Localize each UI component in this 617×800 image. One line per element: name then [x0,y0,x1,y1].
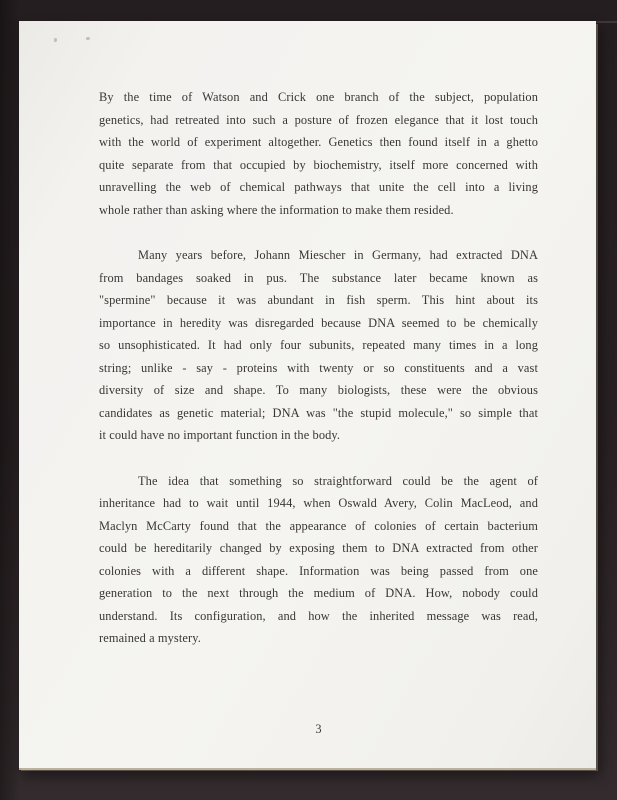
paragraph [99,86,538,221]
text-line: By the time of Watson and Crick one branch of the subject, population [99,90,538,104]
text-line: with the world of experiment altogether. Genetics then found itself in a ghetto [99,135,538,149]
text-line: so unsophisticated. It had only four subunits, repeated many times in a long [99,338,538,352]
text-line: importance in heredity was disregarded because DNA seemed to be chemically [99,315,538,330]
document-page [19,21,596,768]
text-line: could be hereditarily changed by exposing them to DNA extracted from other [99,541,538,555]
text-line: genetics, had retreated into such a posture of frozen elegance that it lost touch [99,112,538,127]
stray-mark [86,37,90,40]
text-block [99,86,538,650]
paragraph [99,470,538,650]
text-line: Many years before, Johann Miescher in Germany, had extracted DNA [138,248,538,262]
text-line: colonies with a different shape. Information was being passed from one [99,563,538,578]
text-line: inheritance had to wait until 1944, when Oswald Avery, Colin MacLeod, and [99,496,538,510]
text-line: The idea that something so straightforward could be the agent of [138,473,538,488]
paragraph [99,244,538,447]
page-number: 3 [315,722,322,736]
text-line: understand. Its configuration, and how the inherited message was read, [99,608,538,623]
text-line: candidates as genetic material; DNA was "the stupid molecule," so simple that [99,405,538,420]
text-line: diversity of size and shape. To many biologists, these were the obvious [99,383,538,397]
stray-mark [54,38,57,42]
text-line: quite separate from that occupied by biochemistry, itself more concerned with [99,157,538,172]
text-line: from bandages soaked in pus. The substance later became known as [99,270,538,285]
text-line: unravelling the web of chemical pathways that unite the cell into a living [99,180,538,194]
text-line: string; unlike - say - proteins with twenty or so constituents and a vast [99,360,538,375]
text-line: generation to the next through the medium of DNA. How, nobody could [99,586,538,600]
text-line: whole rather than asking where the information to make them resided. [99,202,454,217]
text-line: remained a mystery. [99,631,201,645]
text-line: "spermine" because it was abundant in fish sperm. This hint about its [99,293,538,307]
text-line: Maclyn McCarty found that the appearance of colonies of certain bacterium [99,518,538,533]
background-seam [594,21,617,23]
text-line: it could have no important function in the body. [99,428,341,442]
